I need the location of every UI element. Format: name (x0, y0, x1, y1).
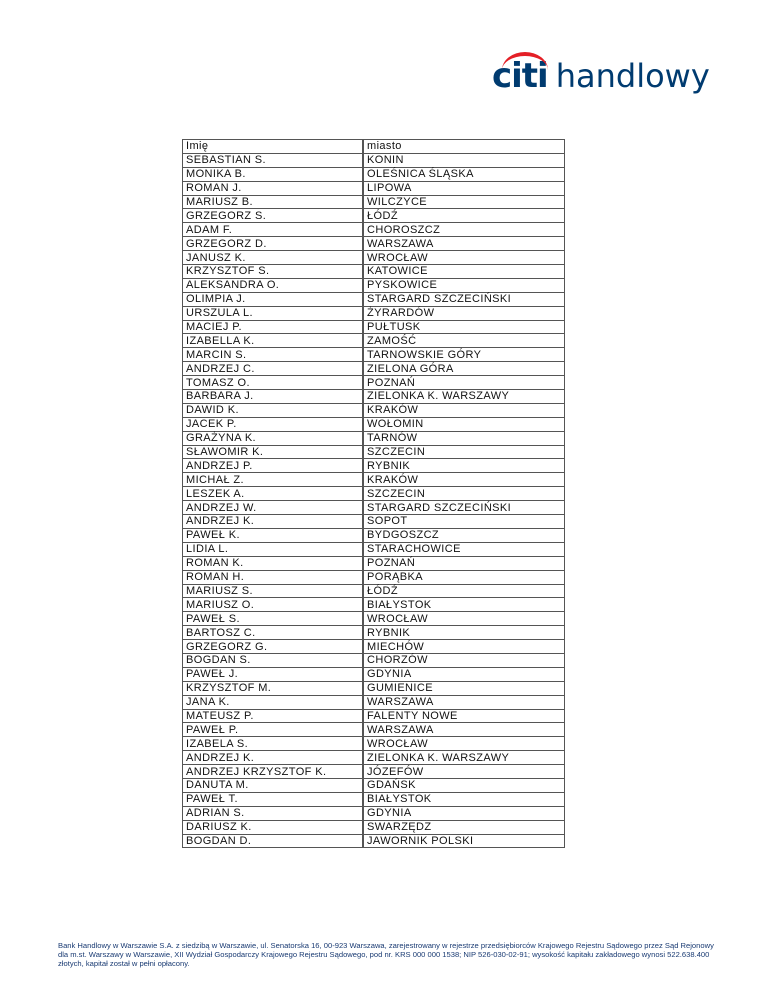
cell-city: ŁÓDŹ (364, 209, 565, 223)
cell-city: WROCŁAW (364, 251, 565, 265)
table-row (183, 667, 565, 681)
cell-name: URSZULA L. (183, 306, 363, 320)
table-row (183, 612, 565, 626)
table-row (183, 834, 565, 848)
cell-city: GDYNIA (364, 806, 565, 820)
logo-brand-text: citi (492, 56, 548, 96)
table-row (183, 223, 565, 237)
cell-name: MONIKA B. (183, 167, 363, 181)
cell-city: GDYNIA (364, 667, 565, 681)
logo-product-text: handlowy (555, 57, 710, 95)
table-row (183, 278, 565, 292)
table-row (183, 445, 565, 459)
cell-city: BYDGOSZCZ (364, 528, 565, 542)
table-row (183, 570, 565, 584)
table-row (183, 584, 565, 598)
table-row (183, 820, 565, 834)
table-header-row (183, 140, 565, 154)
table-row (183, 195, 565, 209)
table-row (183, 306, 565, 320)
cell-name: PAWEŁ T. (183, 792, 363, 806)
cell-city: WARSZAWA (364, 695, 565, 709)
table-row (183, 528, 565, 542)
cell-name: ALEKSANDRA O. (183, 278, 363, 292)
cell-city: BIAŁYSTOK (364, 792, 565, 806)
table-row (183, 251, 565, 265)
cell-name: JACEK P. (183, 417, 363, 431)
table-row (183, 181, 565, 195)
cell-city: SZCZECIN (364, 487, 565, 501)
cell-name: MARIUSZ O. (183, 598, 363, 612)
table-row (183, 390, 565, 404)
logo-citi-wordmark (492, 56, 548, 96)
cell-name: KRZYSZTOF M. (183, 681, 363, 695)
cell-name: KRZYSZTOF S. (183, 265, 363, 279)
cell-name: MACIEJ P. (183, 320, 363, 334)
cell-city: STARGARD SZCZECIŃSKI (364, 292, 565, 306)
cell-city: WARSZAWA (364, 237, 565, 251)
cell-city: BIAŁYSTOK (364, 598, 565, 612)
cell-name: ANDRZEJ W. (183, 501, 363, 515)
cell-city: WROCŁAW (364, 737, 565, 751)
table-row (183, 751, 565, 765)
cell-city: PUŁTUSK (364, 320, 565, 334)
cell-name: LESZEK A. (183, 487, 363, 501)
cell-city: POZNAŃ (364, 376, 565, 390)
cell-city: SZCZECIN (364, 445, 565, 459)
cell-name: IZABELLA K. (183, 334, 363, 348)
cell-city: WARSZAWA (364, 723, 565, 737)
cell-city: GUMIENICE (364, 681, 565, 695)
table-row (183, 167, 565, 181)
legal-footer: Bank Handlowy w Warszawie S.A. z siedzibą w Warszawie, ul. Senatorska 16, 00-923 Warszawa, zarejestrowany w rejestrze przedsiębiorców Krajowego Rejestru Sądowego przez Sąd Rejonowy dla m.st. Warszawy w Warszawie, XII Wydział Gospodarczy Krajowego Rejestru Sądowego, pod nr. KRS 000 000 1538; NIP 526-030-02-91; wysokość kapitału zakładowego wynosi 522.638.400 złotych, kapitał został w pełni opłacony. (58, 941, 714, 968)
table-row (183, 598, 565, 612)
table-row (183, 237, 565, 251)
table-row (183, 806, 565, 820)
cell-name: DANUTA M. (183, 778, 363, 792)
cell-name: PAWEŁ K. (183, 528, 363, 542)
cell-city: WILCZYCE (364, 195, 565, 209)
table-row (183, 737, 565, 751)
cell-name: ANDRZEJ K. (183, 751, 363, 765)
cell-city: PYSKOWICE (364, 278, 565, 292)
table-row (183, 556, 565, 570)
table-row (183, 473, 565, 487)
table-row (183, 778, 565, 792)
cell-name: LIDIA L. (183, 542, 363, 556)
cell-name: MARIUSZ B. (183, 195, 363, 209)
cell-city: KRAKÓW (364, 403, 565, 417)
cell-city: GDAŃSK (364, 778, 565, 792)
cell-city: JAWORNIK POLSKI (364, 834, 565, 848)
table-row (183, 403, 565, 417)
cell-city: KONIN (364, 153, 565, 167)
cell-name: GRZEGORZ G. (183, 640, 363, 654)
table-row (183, 792, 565, 806)
cell-name: BOGDAN S. (183, 653, 363, 667)
cell-city: WROCŁAW (364, 612, 565, 626)
table-row (183, 153, 565, 167)
cell-name: SŁAWOMIR K. (183, 445, 363, 459)
cell-name: GRZEGORZ D. (183, 237, 363, 251)
cell-name: ANDRZEJ K. (183, 515, 363, 529)
table-row (183, 431, 565, 445)
cell-name: JANUSZ K. (183, 251, 363, 265)
cell-name: BARBARA J. (183, 390, 363, 404)
cell-city: STARGARD SZCZECIŃSKI (364, 501, 565, 515)
table-row (183, 334, 565, 348)
cell-city: ZAMOŚĆ (364, 334, 565, 348)
table-row (183, 653, 565, 667)
cell-city: OLEŚNICA ŚLĄSKA (364, 167, 565, 181)
header-name: Imię (183, 140, 363, 154)
table-row (183, 320, 565, 334)
cell-name: MARIUSZ S. (183, 584, 363, 598)
cell-name: ADAM F. (183, 223, 363, 237)
cell-city: STARACHOWICE (364, 542, 565, 556)
cell-city: SOPOT (364, 515, 565, 529)
cell-city: ZIELONKA K. WARSZAWY (364, 390, 565, 404)
cell-name: TOMASZ O. (183, 376, 363, 390)
cell-city: POZNAŃ (364, 556, 565, 570)
cell-name: ROMAN H. (183, 570, 363, 584)
cell-name: MARCIN S. (183, 348, 363, 362)
cell-city: RYBNIK (364, 459, 565, 473)
cell-city: JÓZEFÓW (364, 765, 565, 779)
table-row (183, 681, 565, 695)
cell-name: MATEUSZ P. (183, 709, 363, 723)
cell-name: ANDRZEJ P. (183, 459, 363, 473)
cell-name: PAWEŁ P. (183, 723, 363, 737)
table-row (183, 501, 565, 515)
winners-table (182, 139, 565, 848)
cell-name: MICHAŁ Z. (183, 473, 363, 487)
table-row (183, 265, 565, 279)
cell-name: BOGDAN D. (183, 834, 363, 848)
table-row (183, 723, 565, 737)
cell-city: WOŁOMIN (364, 417, 565, 431)
table-row (183, 362, 565, 376)
cell-city: RYBNIK (364, 626, 565, 640)
table-row (183, 640, 565, 654)
table-row (183, 695, 565, 709)
cell-name: DARIUSZ K. (183, 820, 363, 834)
logo-arc-icon (502, 52, 548, 70)
cell-name: BARTOSZ C. (183, 626, 363, 640)
cell-name: OLIMPIA J. (183, 292, 363, 306)
cell-name: ANDRZEJ KRZYSZTOF K. (183, 765, 363, 779)
cell-city: ŻYRARDÓW (364, 306, 565, 320)
cell-name: PAWEŁ J. (183, 667, 363, 681)
cell-name: IZABELA S. (183, 737, 363, 751)
cell-name: ROMAN K. (183, 556, 363, 570)
cell-city: FALENTY NOWE (364, 709, 565, 723)
table-row (183, 626, 565, 640)
table-row (183, 209, 565, 223)
table-row (183, 542, 565, 556)
table-row (183, 459, 565, 473)
cell-name: PAWEŁ S. (183, 612, 363, 626)
table-row (183, 709, 565, 723)
table-row (183, 348, 565, 362)
cell-city: ZIELONA GÓRA (364, 362, 565, 376)
table-row (183, 417, 565, 431)
cell-city: MIECHÓW (364, 640, 565, 654)
cell-name: JANA K. (183, 695, 363, 709)
cell-name: GRAŻYNA K. (183, 431, 363, 445)
cell-name: ROMAN J. (183, 181, 363, 195)
table-row (183, 376, 565, 390)
cell-name: GRZEGORZ S. (183, 209, 363, 223)
cell-city: ZIELONKA K. WARSZAWY (364, 751, 565, 765)
cell-name: ADRIAN S. (183, 806, 363, 820)
cell-city: KATOWICE (364, 265, 565, 279)
cell-name: SEBASTIAN S. (183, 153, 363, 167)
cell-city: SWARZĘDZ (364, 820, 565, 834)
cell-name: ANDRZEJ C. (183, 362, 363, 376)
citi-handlowy-logo (492, 56, 710, 96)
cell-city: TARNOWSKIE GÓRY (364, 348, 565, 362)
cell-city: TARNÓW (364, 431, 565, 445)
table-row (183, 765, 565, 779)
table-row (183, 515, 565, 529)
cell-city: ŁÓDŹ (364, 584, 565, 598)
cell-city: CHOROSZCZ (364, 223, 565, 237)
cell-name: DAWID K. (183, 403, 363, 417)
table-row (183, 292, 565, 306)
table-row (183, 487, 565, 501)
cell-city: PORĄBKA (364, 570, 565, 584)
cell-city: CHORZÓW (364, 653, 565, 667)
header-city: miasto (364, 140, 565, 154)
cell-city: KRAKÓW (364, 473, 565, 487)
cell-city: LIPOWA (364, 181, 565, 195)
